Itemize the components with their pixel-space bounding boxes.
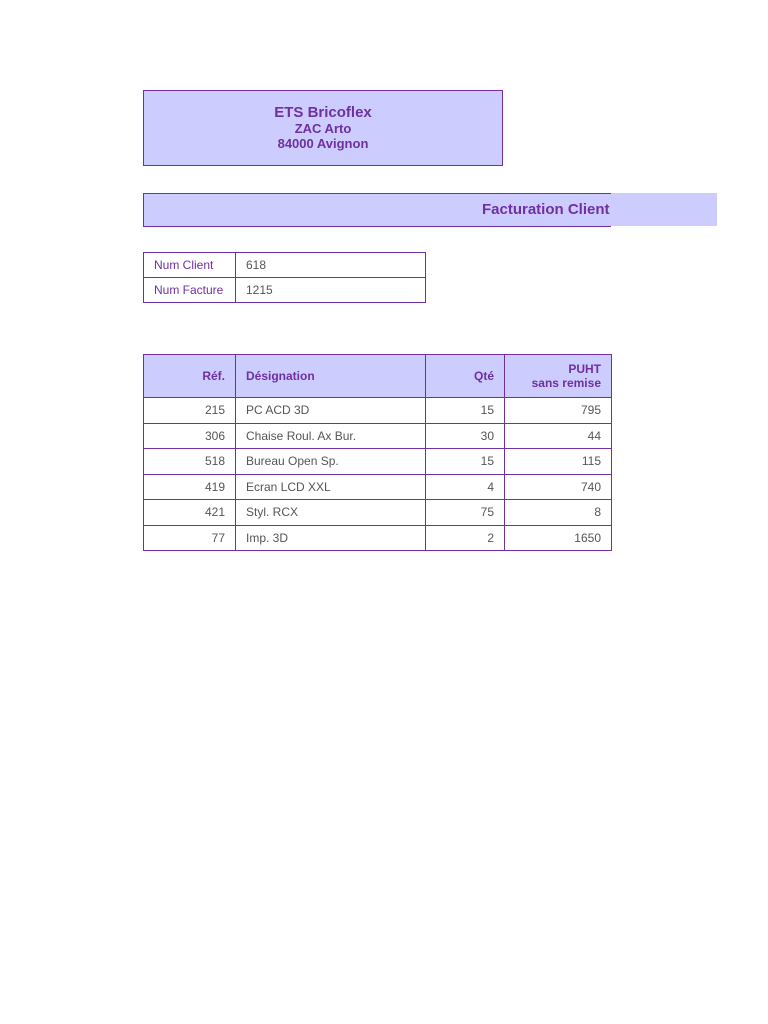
cell-designation[interactable]: Bureau Open Sp.	[236, 449, 426, 475]
company-city: 84000 Avignon	[277, 136, 369, 151]
num-client-label: Num Client	[144, 253, 236, 278]
table-row	[144, 525, 612, 551]
title-band-overflow	[611, 193, 717, 226]
company-name: ETS Bricoflex	[274, 104, 372, 121]
num-client-value[interactable]: 618	[236, 253, 426, 278]
company-street: ZAC Arto	[294, 121, 352, 136]
header-ref: Réf.	[144, 355, 236, 398]
cell-puht[interactable]: 115	[505, 449, 612, 475]
cell-qte[interactable]: 30	[426, 423, 505, 449]
table-row	[144, 423, 612, 449]
cell-puht[interactable]: 44	[505, 423, 612, 449]
cell-ref[interactable]: 419	[144, 474, 236, 500]
cell-qte[interactable]: 75	[426, 500, 505, 526]
header-puht	[505, 355, 612, 398]
num-facture-value[interactable]: 1215	[236, 278, 426, 303]
items-table	[143, 354, 612, 551]
header-puht-line2: sans remise	[531, 376, 601, 390]
cell-ref[interactable]: 306	[144, 423, 236, 449]
cell-puht[interactable]: 8	[505, 500, 612, 526]
cell-qte[interactable]: 15	[426, 449, 505, 475]
cell-designation[interactable]: Styl. RCX	[236, 500, 426, 526]
header-qte: Qté	[426, 355, 505, 398]
cell-ref[interactable]: 215	[144, 398, 236, 424]
cell-qte[interactable]: 15	[426, 398, 505, 424]
table-row	[144, 398, 612, 424]
cell-puht[interactable]: 795	[505, 398, 612, 424]
client-info-row	[144, 253, 426, 278]
table-row	[144, 474, 612, 500]
cell-puht[interactable]: 1650	[505, 525, 612, 551]
cell-ref[interactable]: 518	[144, 449, 236, 475]
num-facture-label: Num Facture	[144, 278, 236, 303]
client-info-table	[143, 252, 426, 303]
client-info-row	[144, 278, 426, 303]
table-row	[144, 500, 612, 526]
invoice-title: Facturation Client	[482, 201, 610, 218]
cell-qte[interactable]: 4	[426, 474, 505, 500]
company-header-box	[143, 90, 503, 166]
cell-designation[interactable]: PC ACD 3D	[236, 398, 426, 424]
cell-designation[interactable]: Chaise Roul. Ax Bur.	[236, 423, 426, 449]
header-puht-line1: PUHT	[568, 362, 601, 376]
cell-ref[interactable]: 421	[144, 500, 236, 526]
cell-ref[interactable]: 77	[144, 525, 236, 551]
items-header-row	[144, 355, 612, 398]
cell-designation[interactable]: Ecran LCD XXL	[236, 474, 426, 500]
cell-designation[interactable]: Imp. 3D	[236, 525, 426, 551]
cell-qte[interactable]: 2	[426, 525, 505, 551]
table-row	[144, 449, 612, 475]
cell-puht[interactable]: 740	[505, 474, 612, 500]
header-designation: Désignation	[236, 355, 426, 398]
